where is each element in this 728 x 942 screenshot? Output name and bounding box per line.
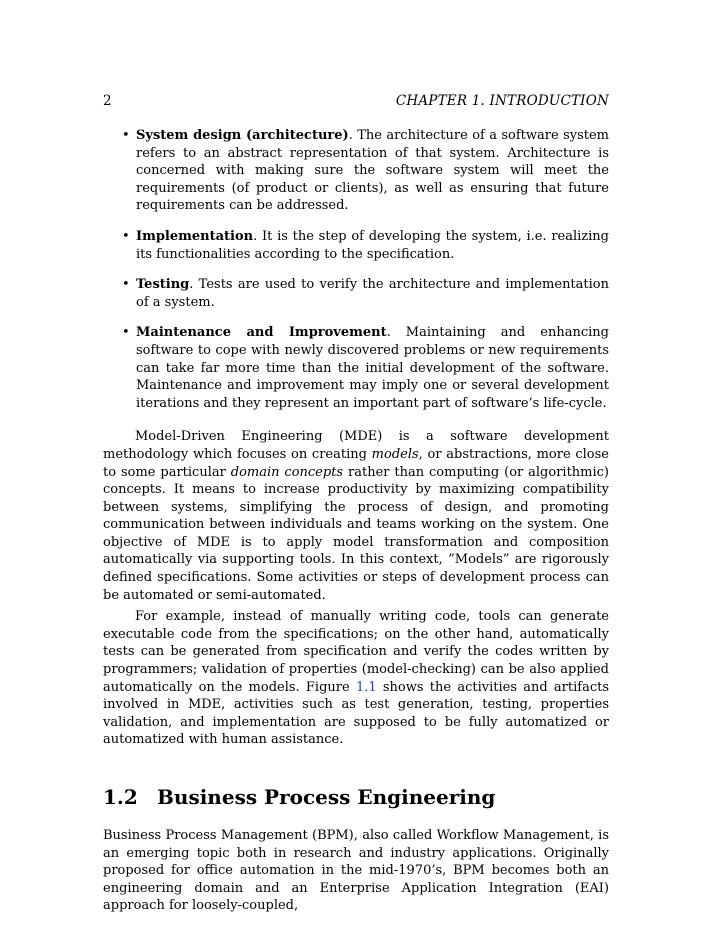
running-header: [103, 92, 609, 112]
list-item: [103, 324, 609, 412]
page-body: [103, 127, 609, 915]
list-item-term: System design (architecture): [136, 128, 349, 143]
example-text-1: For example, instead of manually writing code, tools can generate executable code from the specifications; on the other hand, automatically tests can be generated from specification and verify the codes written by programmers; validation of properties (model-checking) can be also applied automatically on the models. Figure: [103, 609, 609, 695]
chapter-title: CHAPTER 1. INTRODUCTION: [395, 93, 609, 109]
mde-text-2: , or abstractions, more close to some particular: [103, 446, 609, 480]
list-item: [103, 228, 609, 263]
list-item: [103, 276, 609, 311]
figure-reference-link[interactable]: 1.1: [355, 679, 377, 695]
mde-paragraph: [103, 428, 609, 604]
list-item-term: Maintenance and Improvement: [136, 325, 387, 341]
section-title: Business Process Engineering: [157, 785, 496, 809]
list-item-text: . It is the step of developing the system, i.e. realizing its functionalities according to the specification.: [136, 228, 609, 262]
mde-text-3: rather than computing (or algorithmic) concepts. It means to increase productivity by maximizing compatibility between systems, simplifying the process of design, and promoting communication between individuals and teams working on the system. One objective of MDE is to apply model transformation and composition automatically via supporting tools. In this context, ”Models” are rigorously defined specifications. Some activities or steps of development process can be automated or semi-automated.: [103, 464, 610, 603]
list-item: [103, 127, 609, 215]
list-item-term: Implementation: [136, 228, 254, 244]
list-item-term: Testing: [136, 277, 190, 293]
list-item-text: . The architecture of a software system refers to an abstract representation of that system. Architecture is concerned with making sure the software system will meet the requirements (of product or clients), as well as ensuring that future requirements can be addressed.: [136, 128, 609, 214]
section-number: 1.2: [103, 785, 138, 809]
mde-emphasis-domain-concepts: domain concepts: [230, 464, 344, 480]
section-heading: [103, 785, 609, 809]
example-paragraph: [103, 608, 609, 749]
mde-text-1: Model-Driven Engineering (MDE) is a software development methodology which focuses on creating: [103, 429, 609, 462]
list-item-text: . Tests are used to verify the architecture and implementation of a system.: [136, 277, 609, 310]
list-item-text: . Maintaining and enhancing software to cope with newly discovered problems or new requirements can take far more time than the initial development of the software. Maintenance and improvement may imply one or several development iterations and they represent an important part of software’s life-cycle.: [136, 325, 609, 411]
page-number: 2: [103, 93, 112, 109]
lifecycle-list: [103, 127, 609, 412]
bpm-paragraph: Business Process Management (BPM), also called Workflow Management, is an emerging topic both in research and industry applications. Originally proposed for office automation in the mid-1970’s, BPM becomes both an engineering domain and an Enterprise Application Integration (EAI) approach for loosely-coupled,: [103, 828, 609, 914]
bullet-icon: •: [122, 128, 130, 143]
mde-emphasis-models: models: [371, 446, 419, 462]
example-text-2: shows the activities and artifacts involved in MDE, activities such as test generation, testing, properties validation, and implementation are supposed to be fully automatized or automatized with human assistance.: [103, 679, 610, 748]
bullet-icon: •: [122, 228, 130, 244]
bullet-icon: •: [122, 277, 130, 293]
page: [103, 92, 609, 915]
bullet-icon: •: [122, 325, 130, 341]
